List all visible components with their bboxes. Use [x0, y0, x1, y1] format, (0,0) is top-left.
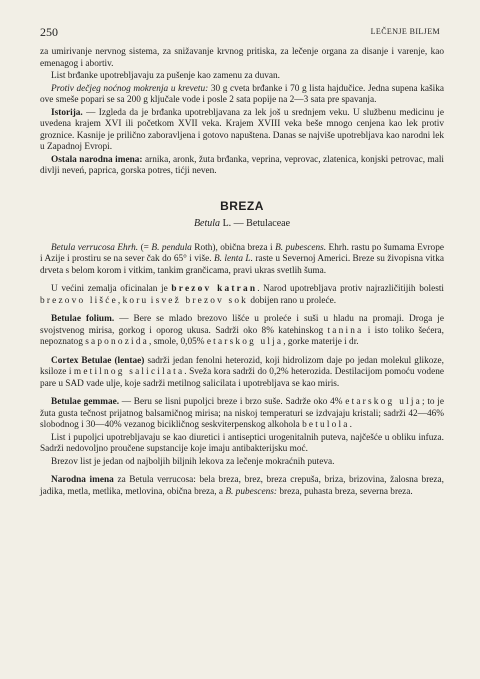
folk-names-label: Narodna imena [51, 475, 114, 485]
history-label: Istorija. [51, 107, 83, 118]
text-run: raste u Severnoj Americi. Breze su živopisna vitka drveta s belom korom i vitkim, tankim grančicama, pravi ukras svetlih šuma. [40, 254, 444, 276]
subtitle-genus: Betula [193, 218, 221, 229]
folk-names-paragraph [40, 155, 444, 178]
cortex-paragraph [40, 356, 444, 391]
species-name: B. pendula [151, 242, 192, 253]
intro-paragraph: za umirivanje nervnog sistema, za snižavanje krvnog pritiska, za lečenje organa za disanje i varenje, kao emenagog i abortiv. [40, 47, 444, 69]
emphasized-term: metilnog salicilata [73, 367, 185, 377]
emphasized-term: etarskog ulja [206, 337, 284, 347]
text-run: Roth), obična breza i [191, 242, 276, 253]
species-name: B. pubescens. [275, 242, 327, 253]
emphasized-term: svež brezov sok [155, 295, 249, 306]
text-run: . Sveža kora sadrži do 0,2% heterozida. Destilacijom pomoću vodene pare u SAD vade ulje, koje sadrži metilnog salicilata i upotrebljava se kao miris. [40, 367, 444, 389]
page-number: 250 [40, 25, 58, 39]
recipe-label: Protiv dečjeg noćnog mokrenja u krevetu: [51, 83, 209, 94]
drug-label: Betulae gemmae. [51, 397, 120, 407]
text-run: Ehrh. rastu po šumama Evrope i Azije i prostiru se na sever čak do 65° i više. [40, 242, 444, 264]
history-paragraph [40, 108, 444, 154]
folk-names-paragraph [40, 475, 444, 498]
folium-paragraph [40, 314, 444, 349]
folk-names-label: Ostala narodna imena: [51, 154, 143, 165]
text-run: sadrži jedan fenolni heterozid, koji hidrolizom daje po jedan molekul glikoze, ksiloze i [40, 355, 444, 377]
text-run: , [117, 295, 123, 306]
species-name: B. pubescens: [225, 486, 277, 497]
text-run: breza, puhasta breza, severna breza. [277, 486, 413, 497]
emphasized-term: etarskog ulja [345, 397, 423, 407]
text-run: i isto toliko šećera, nepoznatog [40, 325, 444, 347]
emphasized-term: betulola [302, 420, 350, 430]
recipe-paragraph [40, 84, 444, 107]
subtitle-family: L. — Betulaceae [220, 218, 291, 229]
text-run: ; to je žuta gusta tečnost prijatnog balsamičnog mirisa; na niskoj temperaturi se izdvajaju kristali; sadrži 42—46% slobodnog i 30—40% vezanog bicikličnog seskviterpenskog alkohola [40, 397, 444, 430]
text-run: , smole, 0,05% [149, 337, 207, 347]
section-subtitle [40, 218, 444, 230]
text-run: dobijen rano u proleće. [248, 295, 337, 306]
text-run: i [148, 295, 156, 306]
text-run: . [349, 420, 352, 430]
history-text: — Izgleda da je brđanka upotrebljavana za lek još u srednjem veku. U službenu medicinu je uvedena krajem XVI ili početkom XVII veka. Krajem XVIII veka beše mnogo cenjena kao lek protiv groznice. Kasnije je prilično zaboravljena i gotovo napuštena. Danas se najviše upotrebljava kao narodni lek u Zapadnoj Evropi. [40, 107, 444, 152]
species-name: B. lenta L. [214, 254, 253, 264]
emphasized-term: koru [122, 295, 149, 306]
usage-paragraph: Brezov list je jedan od najboljih biljnih lekova za lečenje mokraćnih puteva. [51, 456, 335, 467]
recipe-text: 30 g cveta brđanke i 70 g lista hajdučice. Jedna supena kašika ove smeše popari se sa 200 g ključale vode i posle 2 sata popije na 2—3 sata pre spavanja. [40, 83, 444, 105]
officinal-paragraph [40, 284, 444, 307]
drug-label: Cortex Betulae (lentae) [51, 355, 145, 366]
drug-label: Betulae folium. [51, 314, 115, 324]
running-head: LEČENJE BILJEM [370, 27, 440, 36]
text-run: , gorke materije i dr. [283, 337, 359, 347]
text-run: za Betula verrucosa: bela breza, brez, breza crepuša, briza, brizovina, žalosna breza, jadika, metla, metlika, metlovina, obična breza, a [40, 475, 444, 497]
text-run: U većini zemalja oficinalan je [51, 284, 172, 294]
species-name: Betula verrucosa Ehrh. [51, 242, 139, 253]
text-run: — Bere se mlado brezovo lišće u proleće i suši u hladu na promaji. Droga je svojstvenog mirisa, gorkog i oporog ukusa. Sadrži oko 8% katehinskog [40, 314, 444, 336]
emphasized-term: brezovo lišće [40, 295, 118, 306]
usage-paragraph: List i pupoljci upotrebljavaju se kao diuretici i antiseptici urogenitalnih puteva, najčešće u obliku infuza. Sadrži nedovoljno proučene supstancije koje imaju antibakterijsku moć. [40, 432, 444, 454]
description-paragraph [40, 243, 444, 278]
text-run: . Narod upotrebljava protiv najrazličitijih bolesti [257, 284, 444, 294]
emphasized-term: brezov katran [171, 284, 258, 294]
section-title: BREZA [220, 198, 264, 213]
emphasized-term: saponozida [85, 337, 150, 347]
text-run: (= [138, 242, 152, 253]
intro-paragraph: List brđanke upotrebljavaju za pušenje kao zamenu za duvan. [51, 71, 280, 81]
page-header [40, 25, 440, 41]
folk-names-text: arnika, aronk, žuta brđanka, veprina, veprovac, zlatenica, konjski petrovac, mali divlji neveń, paprica, gorska potres, tićji neven. [40, 154, 444, 176]
gemmae-paragraph [40, 397, 444, 432]
emphasized-term: tanina [327, 325, 364, 336]
text-column [40, 47, 444, 499]
text-run: — Beru se lisni pupoljci breze i brzo suše. Sadrže oko 4% [119, 397, 346, 407]
